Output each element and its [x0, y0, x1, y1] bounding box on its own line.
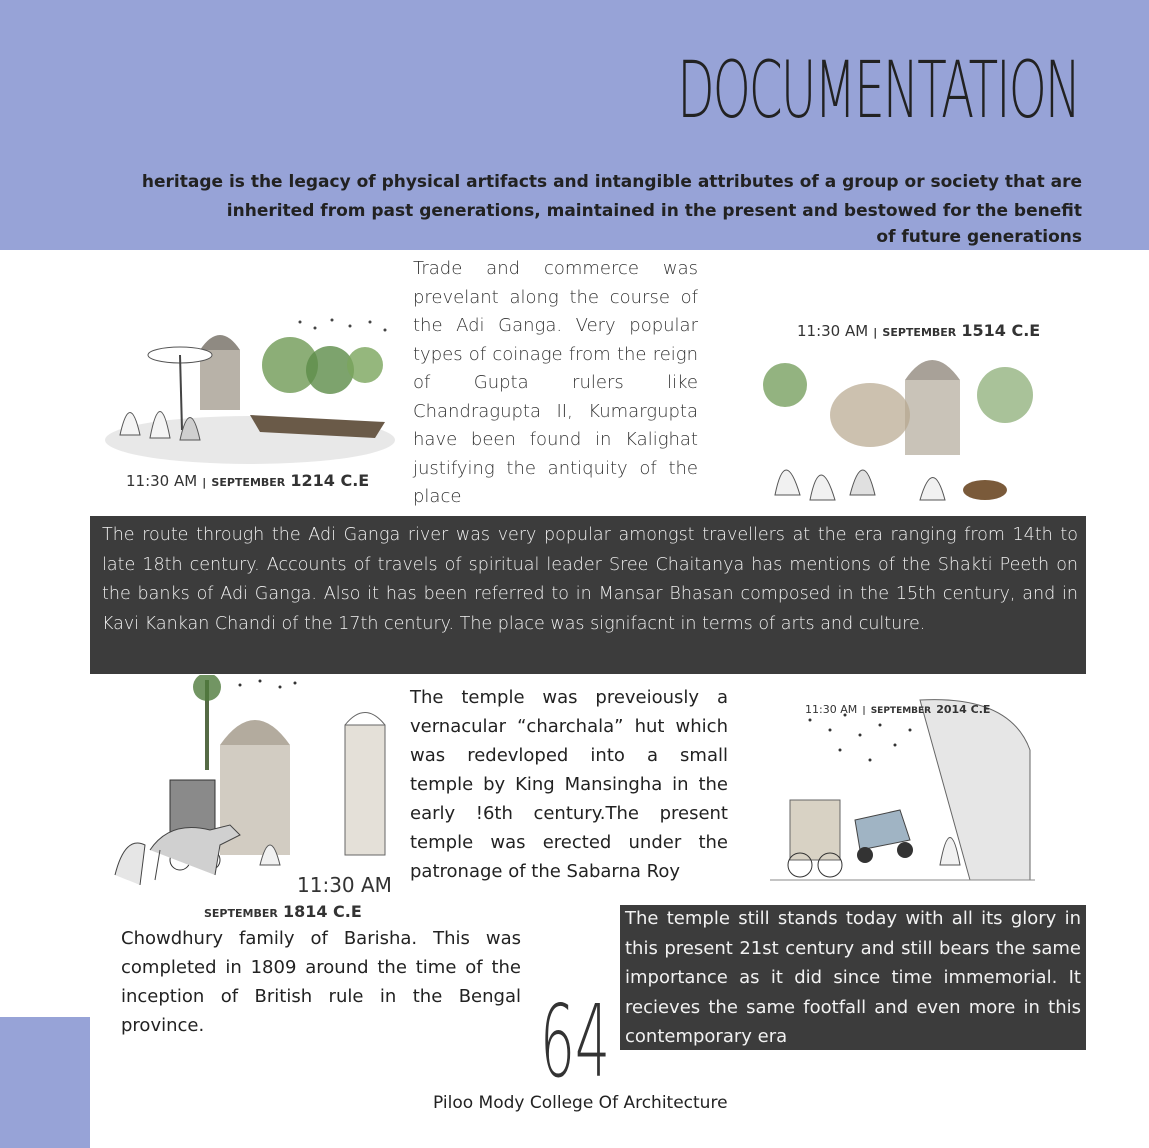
- caption-month: SEPTEMBER: [211, 476, 286, 489]
- caption-month: SEPTEMBER: [204, 907, 278, 920]
- caption-1814: [204, 902, 362, 921]
- temple-paragraph: The temple was preveiously a vernacular “charchala” hut which was redevloped into a small temple by King Mansingha in the early !6th century.The present temple was erected under the patronage of the Sabarna Roy: [410, 687, 728, 882]
- still-paragraph: The temple still stands today with all its glory in this present 21st century and still bears the same importance as it did since time immemorial. It recieves the same footfall and even more in this contemporary era: [625, 908, 1081, 1047]
- caption-1514: [797, 321, 1040, 340]
- caption-time: 11:30 AM: [797, 322, 869, 340]
- caption-time: 11:30 AM: [126, 472, 198, 490]
- caption-1214: [126, 471, 369, 490]
- sketch-1814: [110, 675, 410, 900]
- sketch-1214: [100, 310, 400, 470]
- caption-time: 11:30 AM: [805, 703, 858, 716]
- caption-time: 11:30 AM: [297, 873, 392, 897]
- caption-1814-time: [297, 873, 392, 897]
- caption-year: 1514 C.E: [961, 321, 1041, 340]
- page-title: DOCUMENTATION: [677, 46, 1079, 136]
- caption-year: 1814 C.E: [282, 902, 362, 921]
- caption-divider: |: [862, 706, 866, 716]
- tagline-end: of future generations: [876, 227, 1082, 247]
- caption-divider: |: [202, 476, 207, 489]
- sketch-1514: [755, 335, 1035, 510]
- college-name: Piloo Mody College Of Architecture: [433, 1093, 728, 1113]
- caption-divider: |: [873, 326, 878, 339]
- trade-paragraph: Trade and commerce was prevelant along the course of the Adi Ganga. Very popular types of coinage from the reign of Gupta rulers like Chandragupta II, Kumargupta have been found in Kalighat justifying the antiquity of the place: [413, 258, 698, 507]
- page-number: 64: [540, 983, 610, 1100]
- corner-accent-bar: [0, 1017, 90, 1148]
- caption-year: 2014 C.E: [936, 703, 991, 716]
- caption-month: SEPTEMBER: [870, 706, 932, 716]
- chowdhury-paragraph: Chowdhury family of Barisha. This was completed in 1809 around the time of the inception of British rule in the Bengal province.: [121, 928, 521, 1036]
- caption-year: 1214 C.E: [290, 471, 370, 490]
- tagline: heritage is the legacy of physical artifacts and intangible attributes of a group or society that are inherited from past generations, maintained in the present and bestowed for the benefit: [141, 172, 1082, 221]
- route-paragraph: The route through the Adi Ganga river was very popular amongst travellers at the era ranging from 14th to late 18th century. Accounts of travels of spiritual leader Sree Chaitanya has mentions of the Shakti Peeth on the banks of Adi Ganga. Also it has been referred to in Mansar Bhasan composed in the 15th century, and in Kavi Kankan Chandi of the 17th century. The place was signifacnt in terms of arts and culture.: [102, 525, 1078, 634]
- caption-2014: [805, 698, 990, 717]
- sketch-2014: [770, 690, 1035, 890]
- caption-month: SEPTEMBER: [882, 326, 957, 339]
